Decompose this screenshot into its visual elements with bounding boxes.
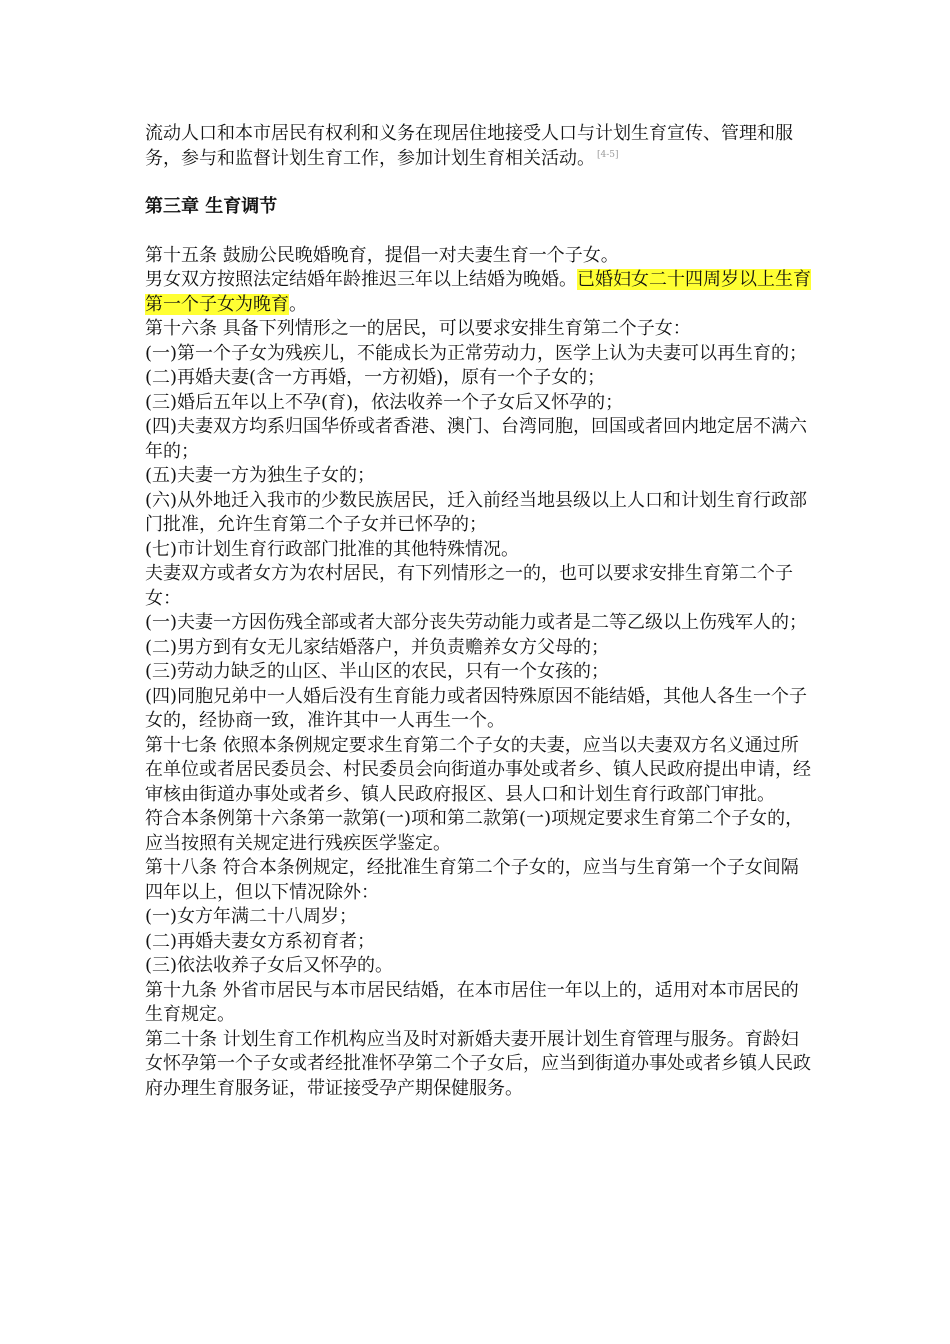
document-page — [145, 122, 815, 1101]
article-16-item: (六)从外地迁入我市的少数民族居民，迁入前经当地县级以上人口和计划生育行政部门批准，允许生育第二个子女并已怀孕的； — [145, 489, 808, 535]
article-16-rural-item: (三)劳动力缺乏的山区、半山区的农民，只有一个女孩的； — [145, 661, 610, 682]
spacer — [145, 171, 815, 195]
article-18-lead: 第十八条 符合本条例规定，经批准生育第二个子女的，应当与生育第一个子女间隔四年以上，但以下情况除外： — [145, 857, 799, 903]
article-16-item: (二)再婚夫妻(含一方再婚，一方初婚)，原有一个子女的； — [145, 367, 606, 388]
article-16-item: (四)夫妻双方均系归国华侨或者香港、澳门、台湾同胞，回国或者回内地定居不满六年的； — [145, 416, 808, 462]
article-18-item: (二)再婚夫妻女方系初育者； — [145, 930, 376, 952]
intro-paragraph — [145, 122, 815, 171]
article-19-text: 第十九条 外省市居民与本市居民结婚，在本市居住一年以上的，适用对本市居民的生育规定。 — [145, 979, 799, 1025]
article-16-rural-lead: 夫妻双方或者女方为农村居民，有下列情形之一的，也可以要求安排生育第二个子女： — [145, 563, 793, 609]
article-17-text: 第十七条 依照本条例规定要求生育第二个子女的夫妻，应当以夫妻双方名义通过所在单位或者居民委员会、村民委员会向街道办事处或者乡、镇人民政府提出申请，经审核由街道办事处或者乡、镇人民政府报区、县人口和计划生育行政部门审批。 — [145, 734, 811, 805]
article-16-item: (三)婚后五年以上不孕(育)，依法收养一个子女后又怀孕的； — [145, 391, 624, 413]
article-16-rural-item: (四)同胞兄弟中一人婚后没有生育能力或者因特殊原因不能结婚，其他人各生一个子女的，经协商一致，准许其中一人再生一个。 — [145, 685, 808, 731]
intro-text: 流动人口和本市居民有权利和义务在现居住地接受人口与计划生育宣传、管理和服务，参与和监督计划生育工作，参加计划生育相关活动。 — [145, 123, 793, 169]
article-16-item: (七)市计划生育行政部门批准的其他特殊情况。 — [145, 538, 520, 560]
article-16-item: (五)夫妻一方为独生子女的； — [145, 465, 376, 486]
article-16-rural-item: (二)男方到有女无儿家结婚落户，并负责赡养女方父母的； — [145, 636, 610, 658]
article-15-line-2 — [145, 268, 815, 317]
article-18-item: (一)女方年满二十八周岁； — [145, 906, 358, 927]
article-16-rural-item: (一)夫妻一方因伤残全部或者大部分丧失劳动能力或者是二等乙级以上伤残军人的； — [145, 612, 808, 633]
article-16-item: (一)第一个子女为残疾儿，不能成长为正常劳动力，医学上认为夫妻可以再生育的； — [145, 342, 808, 364]
chapter-title: 第三章 生育调节 — [145, 196, 278, 217]
article-15-plain-text: 男女双方按照法定结婚年龄推迟三年以上结婚为晚婚。 — [145, 269, 577, 290]
article-15-line-end: 。 — [289, 293, 307, 315]
citation-link[interactable]: [4-5] — [597, 149, 619, 160]
article-15-line-1: 第十五条 鼓励公民晚婚晚育，提倡一对夫妻生育一个子女。 — [145, 244, 619, 266]
article-18-item: (三)依法收养子女后又怀孕的。 — [145, 955, 394, 976]
article-20-text: 第二十条 计划生育工作机构应当及时对新婚夫妻开展计划生育管理与服务。育龄妇女怀孕第一个子女或者经批准怀孕第二个子女后，应当到街道办事处或者乡镇人民政府办理生育服务证，带证接受孕产期保健服务。 — [145, 1028, 811, 1099]
article-16-lead: 第十六条 具备下列情形之一的居民，可以要求安排生育第二个子女： — [145, 318, 691, 339]
spacer — [145, 220, 815, 244]
highlighted-text: 已婚妇女二十四周岁以上生育第一个子女为晚育 — [145, 269, 811, 315]
article-17-note: 符合本条例第十六条第一款第(一)项和第二款第(一)项规定要求生育第二个子女的，应当按照有关规定进行残疾医学鉴定。 — [145, 808, 804, 854]
